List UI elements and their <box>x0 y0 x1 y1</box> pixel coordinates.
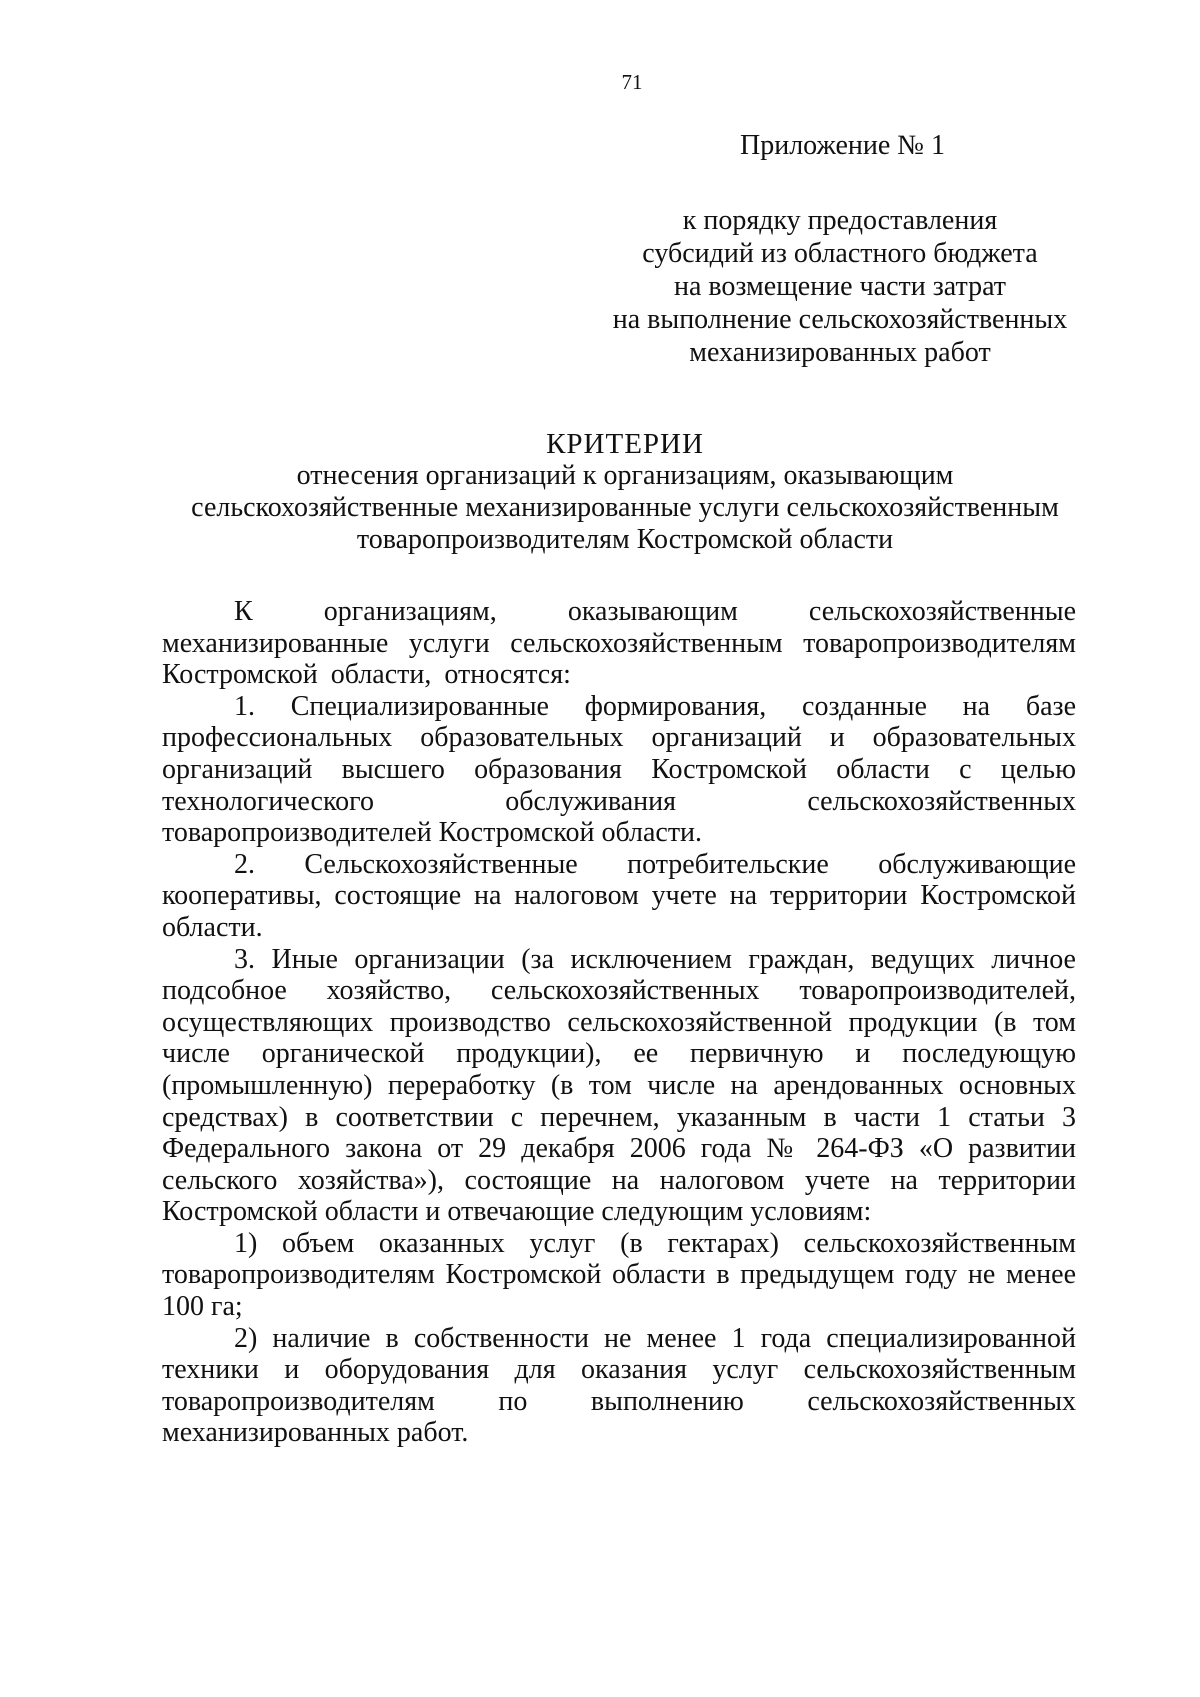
appendix-line: механизированных работ <box>689 337 991 368</box>
document-body <box>162 596 1076 1449</box>
intro-paragraph: К организациям, оказывающим сельскохозяйственные механизированные услуги сельскохозяйственным товаропроизводителям Костромской области, относятся: <box>162 596 1076 691</box>
appendix-line: субсидий из областного бюджета <box>642 238 1038 269</box>
page-number: 71 <box>621 70 643 94</box>
document-subtitle <box>0 460 1200 556</box>
subtitle-line: отнесения организаций к организациям, оказывающим <box>296 460 954 491</box>
condition-paragraph-1: 1) объем оказанных услуг (в гектарах) сельскохозяйственным товаропроизводителям Костромской области в предыдущем году не менее 100 га; <box>162 1227 1076 1323</box>
appendix-reference <box>600 204 1080 369</box>
subtitle-line: сельскохозяйственные механизированные услуги сельскохозяйственным <box>191 492 1059 523</box>
criterion-paragraph-1: 1. Специализированные формирования, созданные на базе профессиональных образовательных организаций и образовательных организаций высшего образования Костромской области с целью технологического обслуживания сельскохозяйственных товаропроизводителей Костромской области. <box>162 690 1076 849</box>
appendix-line: к порядку предоставления <box>682 205 998 236</box>
subtitle-line: товаропроизводителям Костромской области <box>356 524 894 555</box>
condition-paragraph-2: 2) наличие в собственности не менее 1 года специализированной техники и оборудования для оказания услуг сельскохозяйственным товаропроизводителям по выполнению сельскохозяйственных механизированных работ. <box>162 1322 1076 1449</box>
criterion-paragraph-2: 2. Сельскохозяйственные потребительские обслуживающие кооперативы, состоящие на налоговом учете на территории Костромской области. <box>162 848 1076 943</box>
appendix-line: на возмещение части затрат <box>673 271 1007 302</box>
appendix-title: Приложение № 1 <box>740 130 945 161</box>
criterion-paragraph-3: 3. Иные организации (за исключением граждан, ведущих личное подсобное хозяйство, сельскохозяйственных товаропроизводителей, осуществляющих производство сельскохозяйственной продукции (в том числе органической продукции), ее первичную и последующую (промышленную) переработку (в том числе на арендованных основных средствах) в соответствии с перечнем, указанным в части 1 статьи 3 Федерального закона от 29 декабря 2006 года № 264-ФЗ «О развитии сельского хозяйства»), состоящие на налоговом учете на территории Костромской области и отвечающие следующим условиям: <box>162 943 1076 1228</box>
appendix-line: на выполнение сельскохозяйственных <box>612 304 1068 335</box>
document-title: КРИТЕРИИ <box>546 428 704 460</box>
